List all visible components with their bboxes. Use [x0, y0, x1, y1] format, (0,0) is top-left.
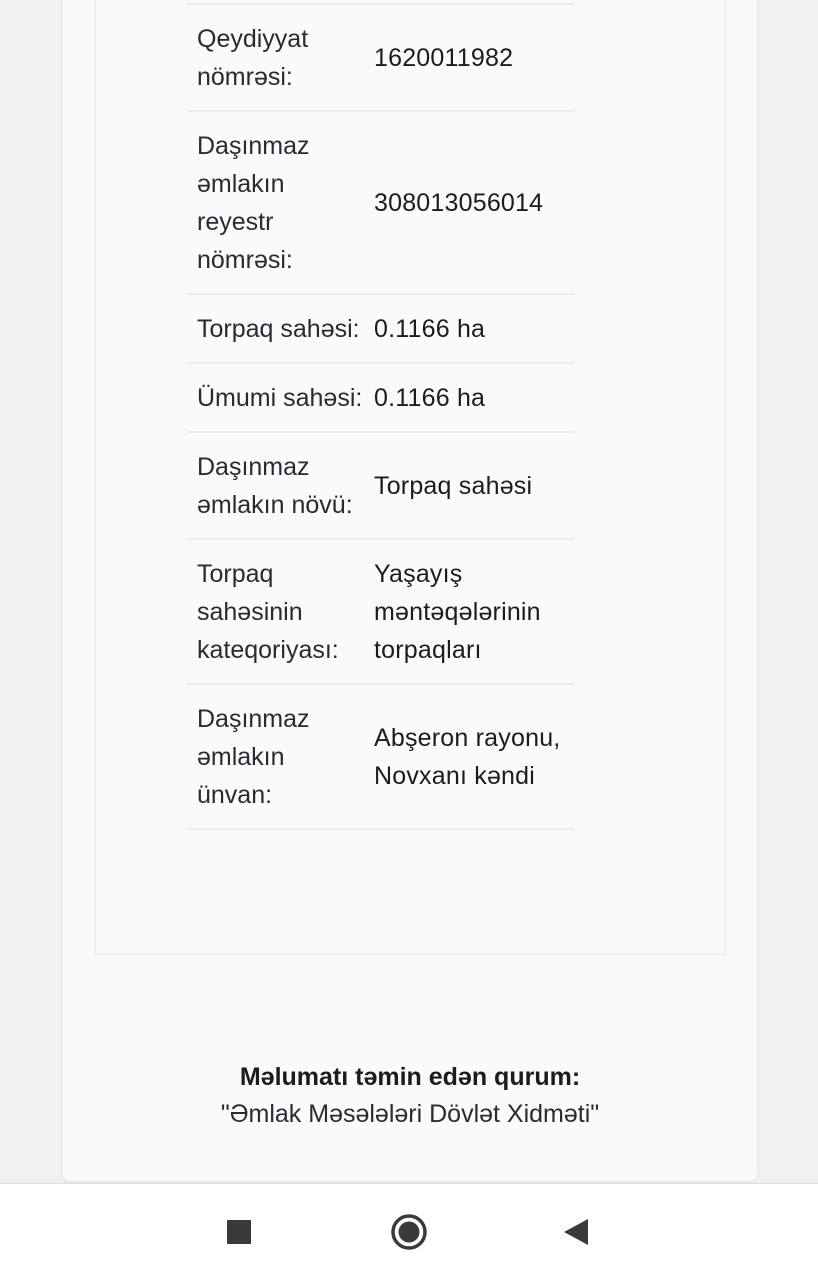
row-value-address: Abşeron rayonu, Novxanı kəndi [365, 684, 575, 829]
row-value-property-type: Torpaq sahəsi [365, 432, 575, 539]
square-icon [211, 1204, 267, 1260]
data-source [63, 1058, 757, 1132]
row-label-registration-number: Qeydiyyat nömrəsi: [187, 4, 365, 111]
home-button[interactable] [381, 1204, 437, 1260]
table-row [187, 432, 575, 539]
table-row [187, 111, 575, 294]
row-label-total-area: Ümumi sahəsi: [187, 363, 365, 432]
back-button[interactable] [548, 1204, 604, 1260]
table-row [187, 539, 575, 684]
row-label-registry-number: Daşınmaz əmlakın reyestr nömrəsi: [187, 111, 365, 294]
row-value-registry-number: 308013056014 [365, 111, 575, 294]
circle-home-icon [381, 1204, 437, 1260]
table-row [187, 294, 575, 363]
recent-apps-button[interactable] [211, 1204, 267, 1260]
row-value-registration-number: 1620011982 [365, 4, 575, 111]
row-value-land-area: 0.1166 ha [365, 294, 575, 363]
data-source-title: Məlumatı təmin edən qurum: [239, 1063, 581, 1091]
row-label-land-area: Torpaq sahəsi: [187, 294, 365, 363]
triangle-back-icon [548, 1204, 604, 1260]
result-card [62, 0, 758, 1182]
property-details-table [187, 3, 575, 830]
table-row [187, 363, 575, 432]
row-label-property-type: Daşınmaz əmlakın növü: [187, 432, 365, 539]
row-label-address: Daşınmaz əmlakın ünvan: [187, 684, 365, 829]
data-source-organization: "Əmlak Məsələləri Dövlət Xidməti" [220, 1100, 600, 1128]
row-value-total-area: 0.1166 ha [365, 363, 575, 432]
table-row [187, 4, 575, 111]
table-row [187, 684, 575, 829]
row-label-land-category: Torpaq sahəsinin kateqoriyası: [187, 539, 365, 684]
android-navigation-bar [0, 1183, 818, 1280]
row-value-land-category: Yaşayış məntəqələrinin torpaqları [365, 539, 575, 684]
